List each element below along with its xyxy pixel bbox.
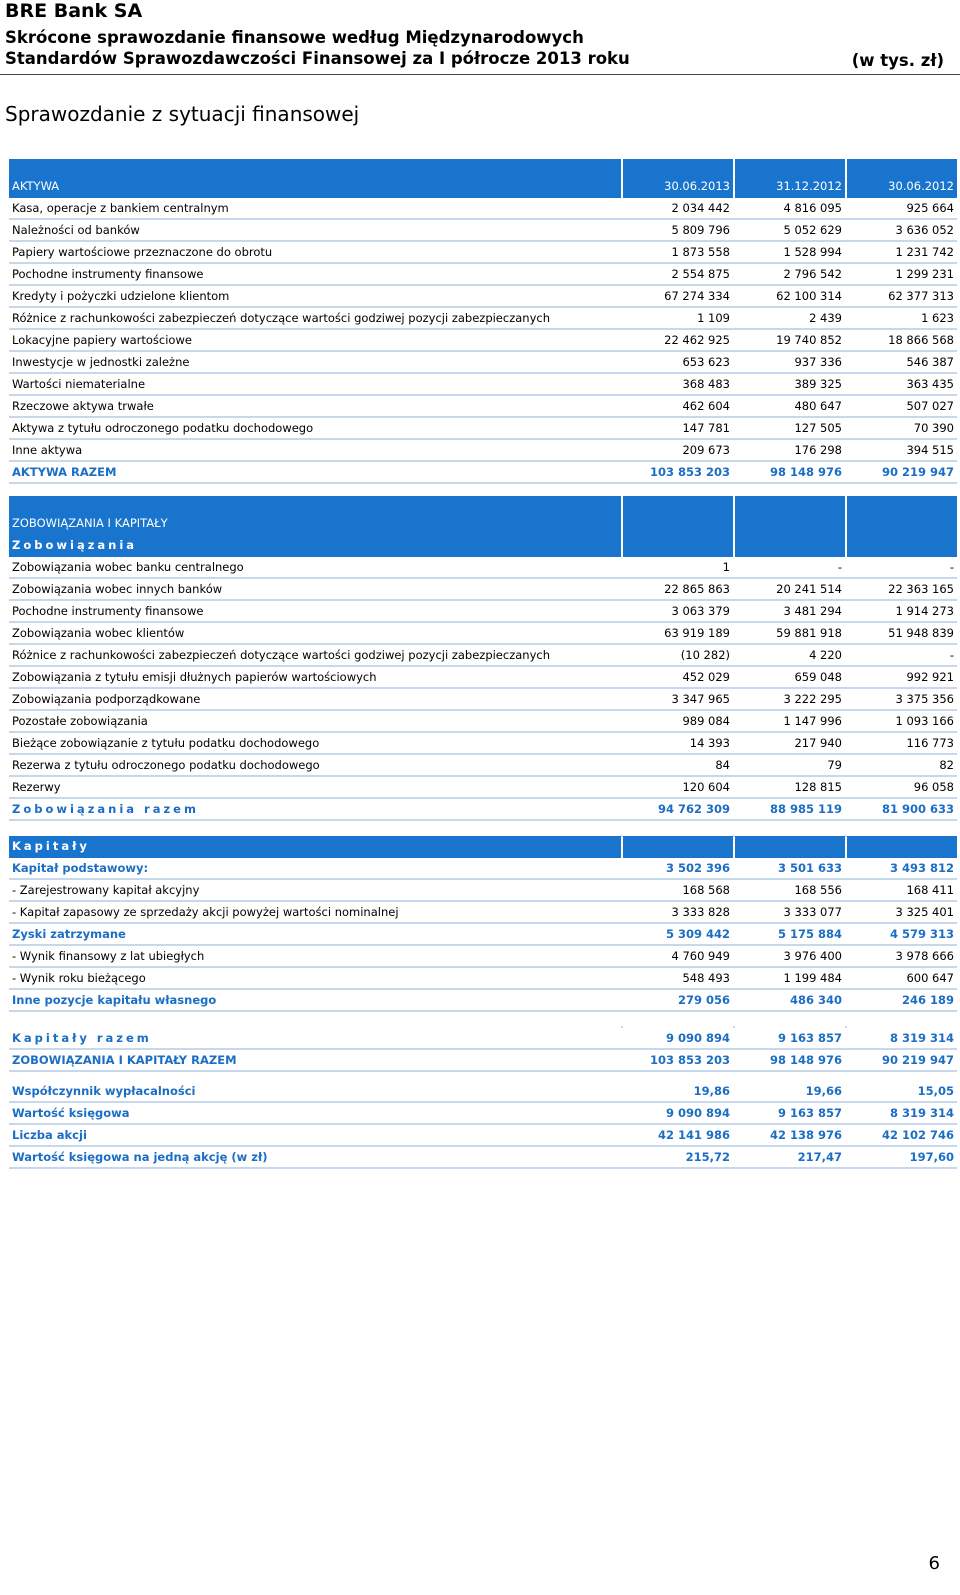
value-cell: 3 976 400	[735, 945, 845, 967]
header-rule	[0, 74, 960, 75]
liabilities-equity-table	[9, 496, 957, 1072]
value-cell: 659 048	[735, 666, 845, 688]
row-label	[9, 1011, 621, 1027]
value-cell: 168 556	[735, 879, 845, 901]
value-cell: 1 199 484	[735, 967, 845, 989]
row-label: Rezerwy	[9, 776, 621, 798]
value-cell	[847, 1011, 957, 1027]
row-label: Pochodne instrumenty finansowe	[9, 600, 621, 622]
value-cell	[623, 496, 733, 534]
value-cell: 5 309 442	[623, 923, 733, 945]
asset-row	[9, 351, 957, 373]
spacer-row	[9, 1011, 957, 1027]
row-label: Zobowiązania z tytułu emisji dłużnych papierów wartościowych	[9, 666, 621, 688]
value-cell: 3 333 828	[623, 901, 733, 923]
row-label: Inne pozycje kapitału własnego	[9, 989, 621, 1011]
row-label: - Zarejestrowany kapitał akcyjny	[9, 879, 621, 901]
asset-row	[9, 219, 957, 241]
asset-row	[9, 329, 957, 351]
row-label: Należności od banków	[9, 219, 621, 241]
row-label: Pozostałe zobowiązania	[9, 710, 621, 732]
value-cell: 8 319 314	[847, 1102, 957, 1124]
row-label: Zobowiązania wobec innych banków	[9, 578, 621, 600]
value-cell: 4 220	[735, 644, 845, 666]
value-cell: 3 978 666	[847, 945, 957, 967]
page-number: 6	[928, 1553, 940, 1574]
value-cell: 217 940	[735, 732, 845, 754]
row-label: Liczba akcji	[9, 1124, 621, 1146]
value-cell: 5 052 629	[735, 219, 845, 241]
value-cell: -	[847, 644, 957, 666]
liabilities-equity-header-row	[9, 496, 957, 534]
grand-total-row	[9, 1049, 957, 1071]
liability-row	[9, 732, 957, 754]
value-cell: 9 090 894	[623, 1027, 733, 1049]
asset-row	[9, 263, 957, 285]
value-cell: 9 090 894	[623, 1102, 733, 1124]
ratio-row	[9, 1081, 957, 1102]
row-label: Wartość księgowa	[9, 1102, 621, 1124]
value-cell: 1 914 273	[847, 600, 957, 622]
value-cell	[623, 1011, 733, 1027]
equity-total-row	[9, 1027, 957, 1049]
value-cell	[623, 820, 733, 836]
value-cell: 20 241 514	[735, 578, 845, 600]
asset-row	[9, 197, 957, 219]
row-label: AKTYWA RAZEM	[9, 461, 621, 483]
value-cell: 42 141 986	[623, 1124, 733, 1146]
value-cell: 127 505	[735, 417, 845, 439]
value-cell: 1 109	[623, 307, 733, 329]
equity-row	[9, 945, 957, 967]
row-label: ZOBOWIĄZANIA I KAPITAŁY RAZEM	[9, 1049, 621, 1071]
report-title-line2: Standardów Sprawozdawczości Finansowej za I półrocze 2013 roku	[5, 49, 630, 68]
value-cell: 90 219 947	[847, 461, 957, 483]
value-cell: 67 274 334	[623, 285, 733, 307]
value-cell: 79	[735, 754, 845, 776]
value-cell: 3 481 294	[735, 600, 845, 622]
row-label: Rzeczowe aktywa trwałe	[9, 395, 621, 417]
value-cell: 62 377 313	[847, 285, 957, 307]
value-cell	[847, 496, 957, 534]
value-cell: 147 781	[623, 417, 733, 439]
row-label: Inwestycje w jednostki zależne	[9, 351, 621, 373]
value-cell: 197,60	[847, 1146, 957, 1168]
assets-table	[9, 159, 957, 484]
value-cell: 1 231 742	[847, 241, 957, 263]
report-title-line1: Skrócone sprawozdanie finansowe według Międzynarodowych	[5, 28, 584, 47]
value-cell: 3 501 633	[735, 857, 845, 879]
equity-row	[9, 879, 957, 901]
liability-row	[9, 622, 957, 644]
value-cell: 3 325 401	[847, 901, 957, 923]
value-cell: 3 375 356	[847, 688, 957, 710]
company-name: BRE Bank SA	[5, 0, 143, 22]
liability-row	[9, 578, 957, 600]
asset-row	[9, 439, 957, 461]
column-date: 30.06.2013	[623, 159, 733, 197]
row-label: Rezerwa z tytułu odroczonego podatku dochodowego	[9, 754, 621, 776]
row-label: Zobowiązania	[9, 534, 621, 556]
value-cell: 925 664	[847, 197, 957, 219]
value-cell: 3 063 379	[623, 600, 733, 622]
ratio-row	[9, 1146, 957, 1168]
value-cell	[847, 836, 957, 857]
row-label: Zobowiązania podporządkowane	[9, 688, 621, 710]
value-cell: 18 866 568	[847, 329, 957, 351]
row-label: Aktywa z tytułu odroczonego podatku dochodowego	[9, 417, 621, 439]
value-cell: 209 673	[623, 439, 733, 461]
row-label: - Wynik finansowy z lat ubiegłych	[9, 945, 621, 967]
value-cell: 14 393	[623, 732, 733, 754]
row-label: Kapitał podstawowy:	[9, 857, 621, 879]
value-cell: 63 919 189	[623, 622, 733, 644]
value-cell: 90 219 947	[847, 1049, 957, 1071]
equity-row	[9, 923, 957, 945]
value-cell	[623, 836, 733, 857]
value-cell: 937 336	[735, 351, 845, 373]
value-cell: 2 796 542	[735, 263, 845, 285]
value-cell: 94 762 309	[623, 798, 733, 820]
value-cell: 22 462 925	[623, 329, 733, 351]
value-cell: 1 299 231	[847, 263, 957, 285]
value-cell	[623, 534, 733, 556]
value-cell: 389 325	[735, 373, 845, 395]
equity-header-row	[9, 836, 957, 857]
section-title: Sprawozdanie z sytuacji finansowej	[5, 102, 360, 126]
value-cell: 1 093 166	[847, 710, 957, 732]
value-cell: 98 148 976	[735, 461, 845, 483]
row-label: - Kapitał zapasowy ze sprzedaży akcji powyżej wartości nominalnej	[9, 901, 621, 923]
liability-row	[9, 754, 957, 776]
value-cell: 22 865 863	[623, 578, 733, 600]
value-cell: 246 189	[847, 989, 957, 1011]
value-cell: 9 163 857	[735, 1027, 845, 1049]
equity-row	[9, 967, 957, 989]
value-cell: 1 623	[847, 307, 957, 329]
value-cell: 1 147 996	[735, 710, 845, 732]
column-date: 30.06.2012	[847, 159, 957, 197]
asset-row	[9, 373, 957, 395]
value-cell: 168 568	[623, 879, 733, 901]
ratio-row	[9, 1124, 957, 1146]
value-cell: 462 604	[623, 395, 733, 417]
value-cell: 4 816 095	[735, 197, 845, 219]
value-cell: 176 298	[735, 439, 845, 461]
row-label: Papiery wartościowe przeznaczone do obrotu	[9, 241, 621, 263]
spacer-row	[9, 820, 957, 836]
liability-row	[9, 600, 957, 622]
value-cell: 5 809 796	[623, 219, 733, 241]
value-cell: 1 528 994	[735, 241, 845, 263]
row-label: Kasa, operacje z bankiem centralnym	[9, 197, 621, 219]
ratios-table	[9, 1081, 957, 1169]
value-cell	[735, 836, 845, 857]
value-cell: 548 493	[623, 967, 733, 989]
value-cell	[847, 534, 957, 556]
value-cell: 600 647	[847, 967, 957, 989]
value-cell: 96 058	[847, 776, 957, 798]
value-cell: 81 900 633	[847, 798, 957, 820]
value-cell: 84	[623, 754, 733, 776]
value-cell: 19 740 852	[735, 329, 845, 351]
value-cell: 103 853 203	[623, 1049, 733, 1071]
value-cell: 1 873 558	[623, 241, 733, 263]
value-cell: 19,66	[735, 1081, 845, 1102]
value-cell: 279 056	[623, 989, 733, 1011]
value-cell: 168 411	[847, 879, 957, 901]
value-cell: 368 483	[623, 373, 733, 395]
value-cell: 1	[623, 556, 733, 578]
value-cell: 217,47	[735, 1146, 845, 1168]
value-cell: 128 815	[735, 776, 845, 798]
value-cell: 486 340	[735, 989, 845, 1011]
row-label: Kredyty i pożyczki udzielone klientom	[9, 285, 621, 307]
asset-row	[9, 395, 957, 417]
value-cell: 546 387	[847, 351, 957, 373]
value-cell: 98 148 976	[735, 1049, 845, 1071]
row-label: Inne aktywa	[9, 439, 621, 461]
value-cell: 507 027	[847, 395, 957, 417]
liabilities-total-row	[9, 798, 957, 820]
value-cell: 3 222 295	[735, 688, 845, 710]
value-cell: 103 853 203	[623, 461, 733, 483]
value-cell: (10 282)	[623, 644, 733, 666]
value-cell: -	[735, 556, 845, 578]
asset-row	[9, 417, 957, 439]
ratio-row	[9, 1102, 957, 1124]
value-cell: 62 100 314	[735, 285, 845, 307]
assets-total-row	[9, 461, 957, 483]
value-cell: 992 921	[847, 666, 957, 688]
value-cell: 2 439	[735, 307, 845, 329]
value-cell: 4 760 949	[623, 945, 733, 967]
row-label: - Wynik roku bieżącego	[9, 967, 621, 989]
row-label: Współczynnik wypłacalności	[9, 1081, 621, 1102]
unit-label: (w tys. zł)	[851, 51, 944, 70]
value-cell: 2 554 875	[623, 263, 733, 285]
row-label: Zobowiązania wobec klientów	[9, 622, 621, 644]
value-cell	[735, 534, 845, 556]
row-label: ZOBOWIĄZANIA I KAPITAŁY	[9, 496, 621, 534]
value-cell: 19,86	[623, 1081, 733, 1102]
value-cell: 116 773	[847, 732, 957, 754]
value-cell: 70 390	[847, 417, 957, 439]
row-label: Wartość księgowa na jedną akcję (w zł)	[9, 1146, 621, 1168]
liability-row	[9, 556, 957, 578]
asset-row	[9, 307, 957, 329]
value-cell: 452 029	[623, 666, 733, 688]
value-cell: 8 319 314	[847, 1027, 957, 1049]
row-label: Różnice z rachunkowości zabezpieczeń dotyczące wartości godziwej pozycji zabezpieczanych	[9, 307, 621, 329]
value-cell: 22 363 165	[847, 578, 957, 600]
value-cell: -	[847, 556, 957, 578]
row-label	[9, 820, 621, 836]
row-label: AKTYWA	[9, 159, 621, 197]
value-cell: 394 515	[847, 439, 957, 461]
liability-row	[9, 776, 957, 798]
column-date: 31.12.2012	[735, 159, 845, 197]
liability-row	[9, 666, 957, 688]
value-cell: 42 102 746	[847, 1124, 957, 1146]
liability-row	[9, 644, 957, 666]
row-label: Kapitały	[9, 836, 621, 857]
equity-row	[9, 857, 957, 879]
value-cell: 3 347 965	[623, 688, 733, 710]
assets-header-row	[9, 159, 957, 197]
value-cell: 3 493 812	[847, 857, 957, 879]
value-cell: 3 636 052	[847, 219, 957, 241]
asset-row	[9, 285, 957, 307]
row-label: Różnice z rachunkowości zabezpieczeń dotyczące wartości godziwej pozycji zabezpieczanych	[9, 644, 621, 666]
liability-row	[9, 688, 957, 710]
liability-row	[9, 710, 957, 732]
value-cell: 120 604	[623, 776, 733, 798]
liabilities-subheader-row	[9, 534, 957, 556]
row-label: Lokacyjne papiery wartościowe	[9, 329, 621, 351]
row-label: Bieżące zobowiązanie z tytułu podatku dochodowego	[9, 732, 621, 754]
equity-row	[9, 989, 957, 1011]
value-cell	[847, 820, 957, 836]
row-label: Wartości niematerialne	[9, 373, 621, 395]
value-cell: 480 647	[735, 395, 845, 417]
value-cell: 82	[847, 754, 957, 776]
value-cell: 3 333 077	[735, 901, 845, 923]
value-cell: 989 084	[623, 710, 733, 732]
value-cell	[735, 496, 845, 534]
row-label: Zyski zatrzymane	[9, 923, 621, 945]
value-cell: 88 985 119	[735, 798, 845, 820]
value-cell: 363 435	[847, 373, 957, 395]
row-label: Pochodne instrumenty finansowe	[9, 263, 621, 285]
value-cell: 3 502 396	[623, 857, 733, 879]
value-cell: 42 138 976	[735, 1124, 845, 1146]
value-cell: 4 579 313	[847, 923, 957, 945]
value-cell: 653 623	[623, 351, 733, 373]
value-cell: 51 948 839	[847, 622, 957, 644]
equity-row	[9, 901, 957, 923]
value-cell: 59 881 918	[735, 622, 845, 644]
value-cell: 5 175 884	[735, 923, 845, 945]
value-cell: 9 163 857	[735, 1102, 845, 1124]
row-label: Zobowiązania razem	[9, 798, 621, 820]
value-cell: 15,05	[847, 1081, 957, 1102]
asset-row	[9, 241, 957, 263]
value-cell: 2 034 442	[623, 197, 733, 219]
value-cell: 215,72	[623, 1146, 733, 1168]
value-cell	[735, 820, 845, 836]
value-cell	[735, 1011, 845, 1027]
row-label: Kapitały razem	[9, 1027, 621, 1049]
row-label: Zobowiązania wobec banku centralnego	[9, 556, 621, 578]
